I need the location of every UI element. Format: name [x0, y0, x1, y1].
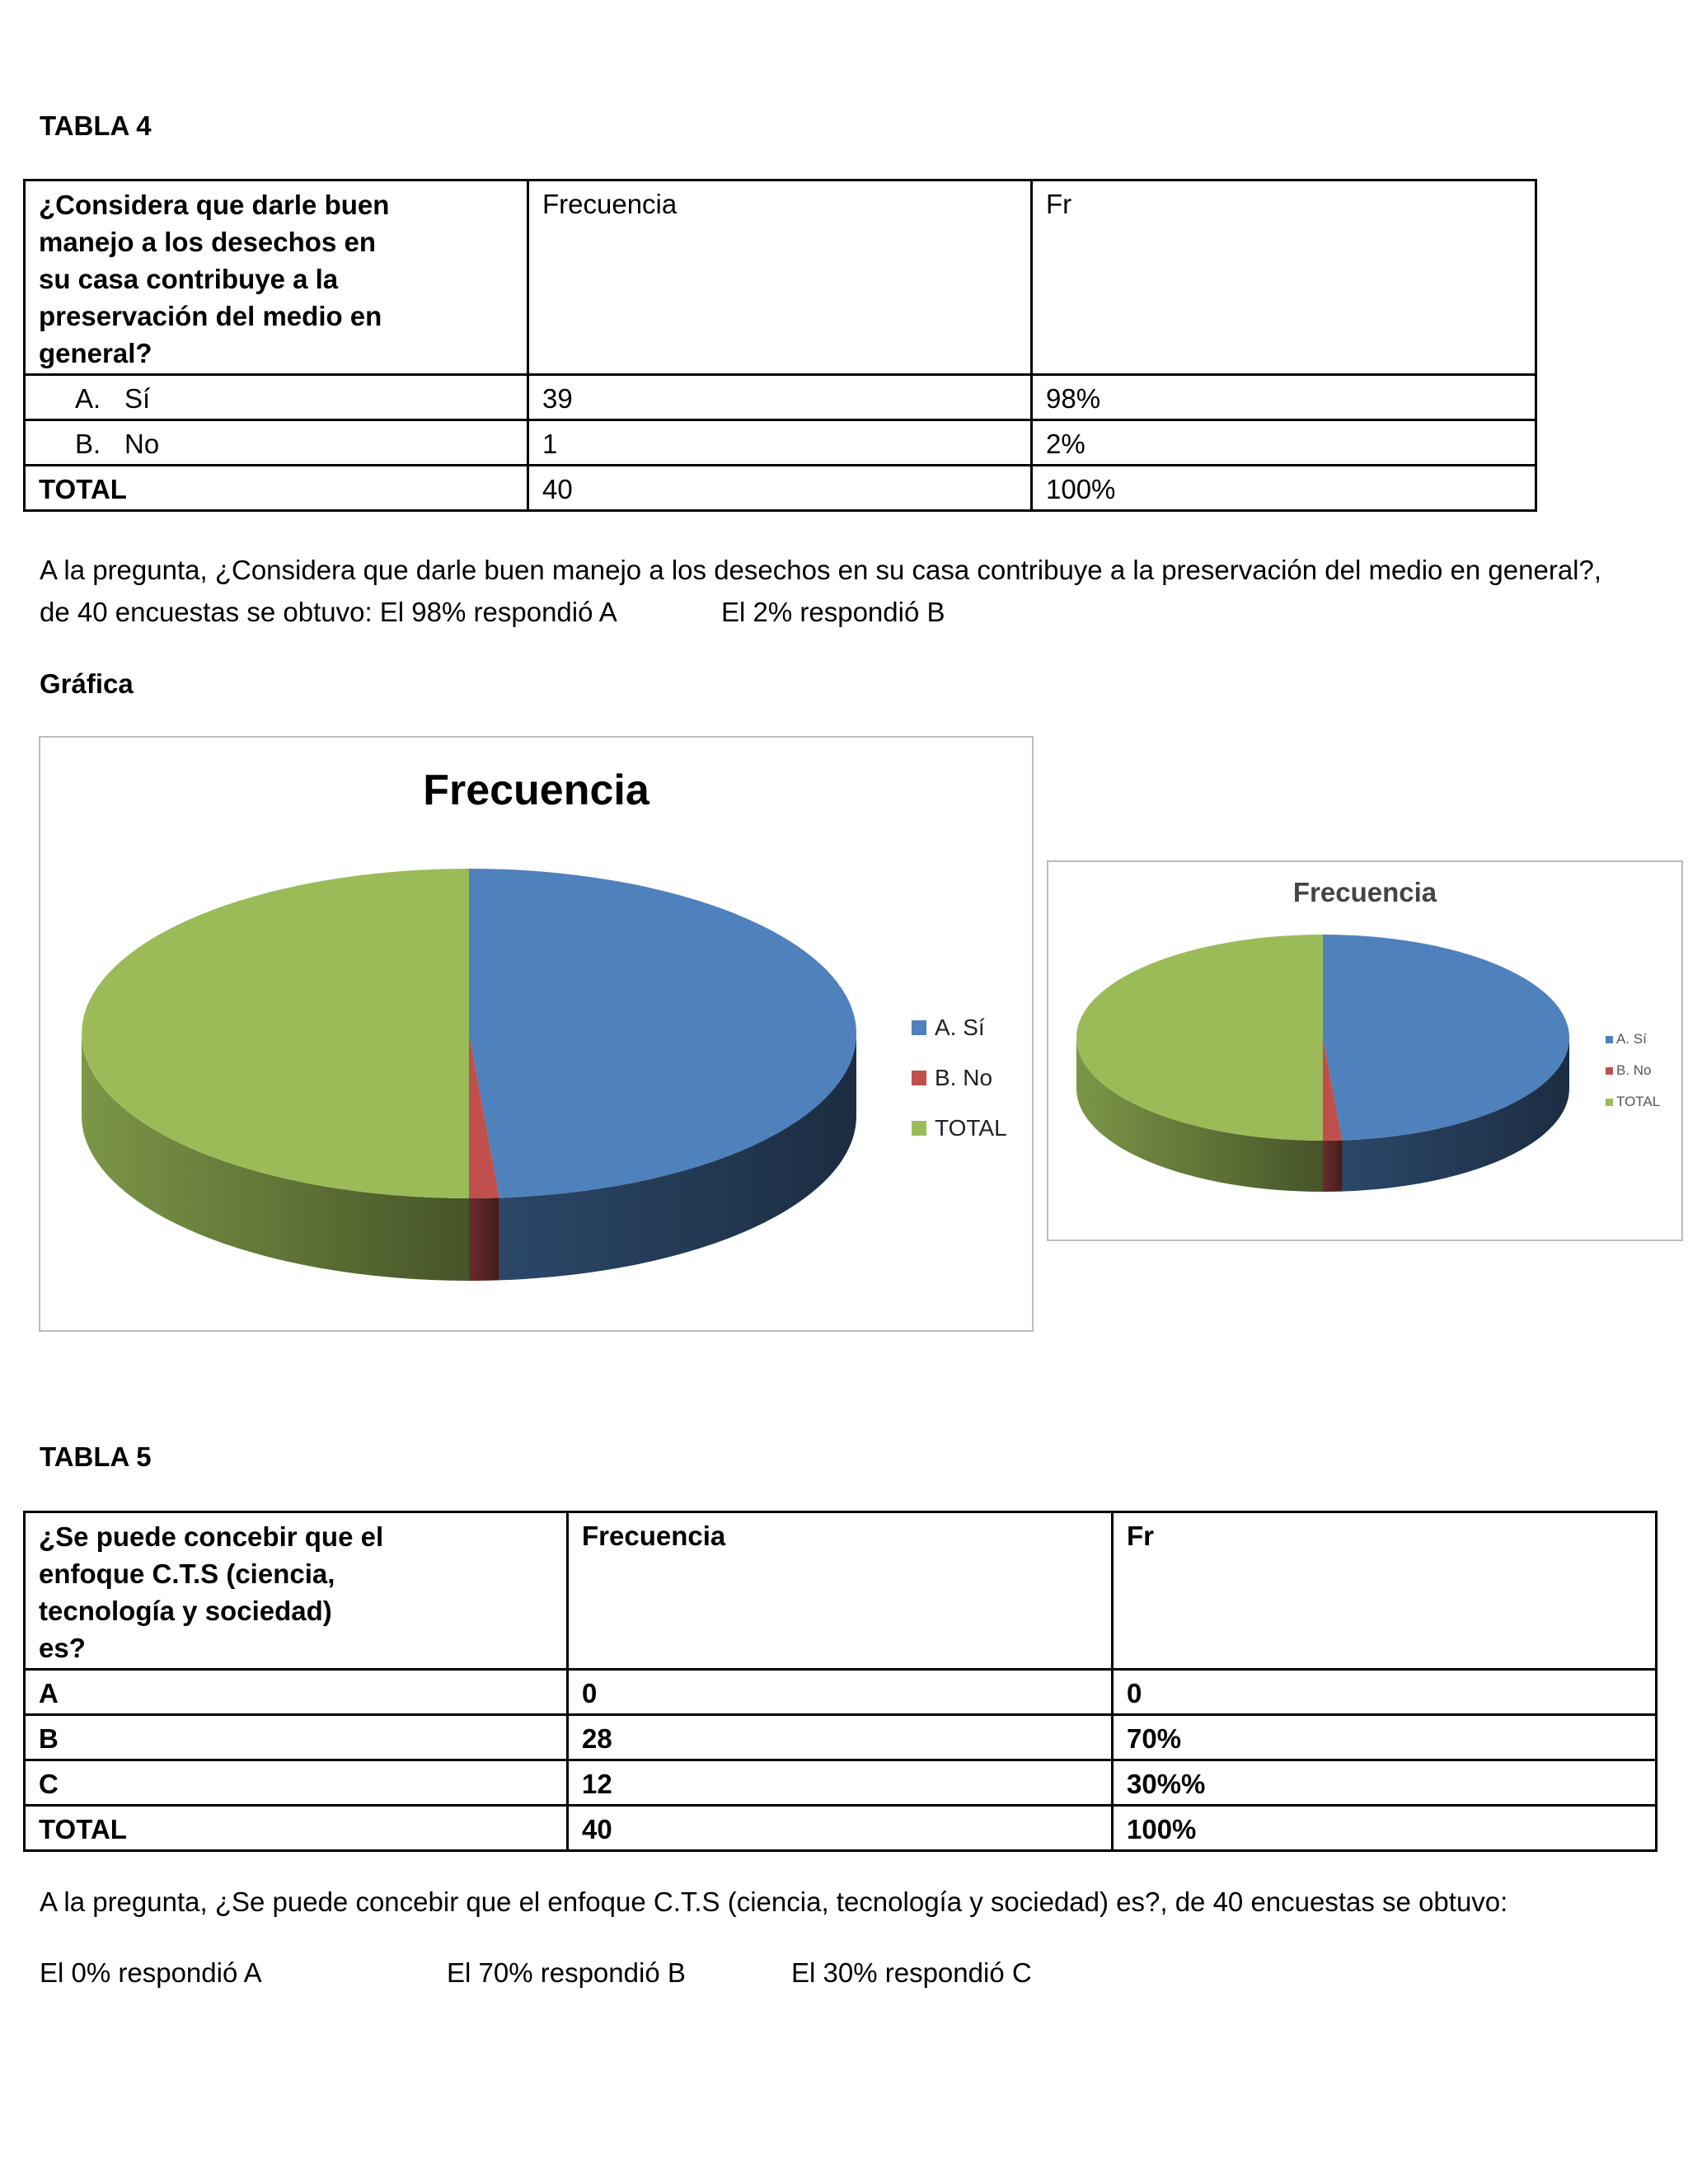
pie-side-b-no — [469, 1197, 499, 1281]
option-letter: A. — [75, 383, 101, 414]
table4-question — [25, 180, 528, 375]
table4 — [23, 179, 1537, 512]
table5-question — [25, 1512, 568, 1670]
table5-row-a-label: A — [25, 1670, 568, 1715]
table5-row-b-label: B — [25, 1715, 568, 1760]
table4-summary-line2b: El 2% respondió B — [721, 597, 945, 627]
table4-col-fr: Fr — [1032, 180, 1536, 375]
legend-swatch — [912, 1020, 926, 1035]
legend-label: B. No — [935, 1065, 993, 1090]
legend-item — [912, 1115, 1007, 1141]
table5-total-fr: 100% — [1113, 1806, 1657, 1851]
grafica-label: Gráfica — [40, 668, 134, 699]
legend-label: TOTAL — [935, 1115, 1007, 1141]
pie-chart-small — [1048, 862, 1685, 1243]
legend-item — [912, 1015, 985, 1041]
table-row — [25, 1760, 1657, 1806]
table4-summary-line2a: de 40 encuestas se obtuvo: El 98% respondió A — [40, 597, 617, 627]
legend-label: A. Sí — [1616, 1031, 1647, 1047]
chart-small — [1047, 860, 1683, 1241]
table5-total-label: TOTAL — [25, 1806, 568, 1851]
pie-chart-large — [40, 738, 1035, 1333]
table4-row-b-fr: 2% — [1032, 420, 1536, 466]
table5 — [23, 1511, 1658, 1852]
legend-label: A. Sí — [935, 1015, 985, 1040]
table5-row-a-fr: 0 — [1113, 1670, 1657, 1715]
chart-title: Frecuencia — [1292, 877, 1437, 907]
table4-row-b-label — [25, 420, 528, 466]
legend-label: B. No — [1616, 1062, 1652, 1078]
chart-title: Frecuencia — [423, 766, 649, 814]
table5-row-c-fr: 30%% — [1113, 1760, 1657, 1806]
table5-col-frecuencia: Frecuencia — [568, 1512, 1113, 1670]
table4-total-fr: 100% — [1032, 466, 1536, 511]
legend-swatch — [912, 1071, 926, 1085]
legend-item — [1606, 1031, 1647, 1047]
option-text: No — [124, 429, 160, 459]
table5-row-a-freq: 0 — [568, 1670, 1113, 1715]
table5-row-b-freq: 28 — [568, 1715, 1113, 1760]
table-row — [25, 466, 1536, 511]
chart-large — [39, 736, 1034, 1332]
legend-item — [1606, 1094, 1660, 1110]
table5-heading: TABLA 5 — [40, 1441, 152, 1472]
option-letter: B. — [75, 429, 101, 459]
table-row — [25, 1670, 1657, 1715]
pie-side-b-no — [1323, 1141, 1342, 1192]
table4-heading: TABLA 4 — [40, 110, 152, 141]
table-row — [25, 1715, 1657, 1760]
table5-summary-line1: A la pregunta, ¿Se puede concebir que el enfoque C.T.S (ciencia, tecnología y sociedad) es?, de 40 encuestas se obtuvo: — [40, 1886, 1508, 1917]
legend-item — [912, 1065, 992, 1091]
table4-row-a-freq: 39 — [528, 375, 1032, 420]
legend-swatch — [1606, 1067, 1613, 1075]
legend-label: TOTAL — [1616, 1094, 1661, 1109]
table4-total-label: TOTAL — [25, 466, 528, 511]
legend-swatch — [1606, 1036, 1613, 1043]
table-row — [25, 1806, 1657, 1851]
option-text: Sí — [124, 383, 151, 414]
table4-row-a-fr: 98% — [1032, 375, 1536, 420]
legend-swatch — [912, 1121, 926, 1136]
table5-row-c-label: C — [25, 1760, 568, 1806]
table5-row-c-freq: 12 — [568, 1760, 1113, 1806]
table4-question-text: ¿Considera que darle buen manejo a los desechos en su casa contribuye a la preservación del medio en general? — [39, 190, 390, 368]
table5-question-text: ¿Se puede concebir que el enfoque C.T.S (ciencia, tecnología y sociedad) es? — [39, 1521, 384, 1663]
table5-response-a: El 0% respondió A — [40, 1957, 262, 1988]
table4-row-b-freq: 1 — [528, 420, 1032, 466]
table5-row-b-fr: 70% — [1113, 1715, 1657, 1760]
table4-summary-line1: A la pregunta, ¿Considera que darle buen manejo a los desechos en su casa contribuye a la preservación del medio en general?, — [40, 555, 1602, 585]
table5-col-fr: Fr — [1113, 1512, 1657, 1670]
table4-row-a-label — [25, 375, 528, 420]
table5-response-b: El 70% respondió B — [447, 1957, 686, 1988]
table4-col-frecuencia: Frecuencia — [528, 180, 1032, 375]
table-row — [25, 375, 1536, 420]
legend-swatch — [1606, 1099, 1613, 1106]
table4-total-freq: 40 — [528, 466, 1032, 511]
legend-item — [1606, 1062, 1652, 1079]
table5-total-freq: 40 — [568, 1806, 1113, 1851]
table5-response-c: El 30% respondió C — [791, 1957, 1032, 1988]
table-row — [25, 420, 1536, 466]
